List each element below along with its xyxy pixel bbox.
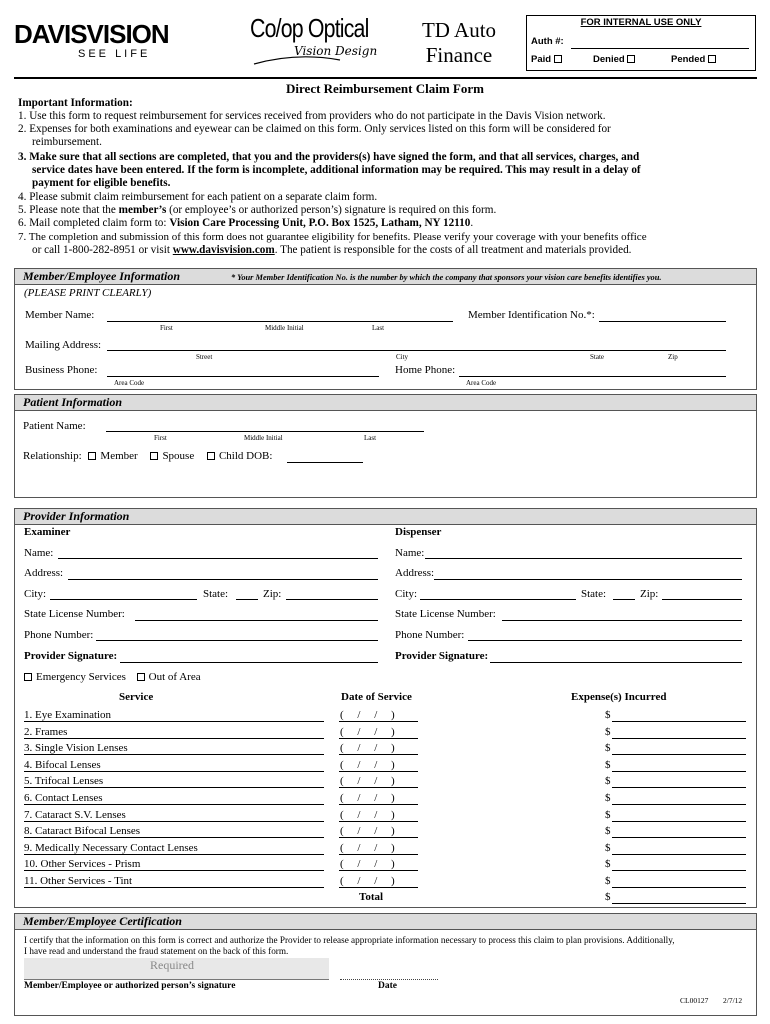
business-phone-label: Business Phone: — [25, 364, 98, 376]
patient-name-label: Patient Name: — [23, 420, 86, 432]
service-line — [24, 870, 324, 871]
patient-last-caption: Last — [364, 434, 377, 442]
item7-text-b: or call 1-800-282-8951 or visit — [32, 244, 173, 256]
table-row — [0, 775, 770, 791]
item5-text-a: 5. Please note that the — [18, 204, 119, 216]
important-item-3-cont: service dates have been entered. If the form is incomplete, additional information may be required. This may result in a delay of — [32, 164, 641, 176]
internal-use-title: FOR INTERNAL USE ONLY — [580, 17, 702, 28]
examiner-signature-label: Provider Signature: — [24, 650, 118, 662]
date-line — [339, 738, 418, 739]
dispenser-signature-input[interactable] — [490, 662, 742, 663]
davis-vision-tagline: SEE LIFE — [78, 48, 151, 60]
table-row — [0, 858, 770, 874]
relationship-member: Member — [100, 450, 138, 462]
important-item-2: 2. Expenses for both examinations and eyewear can be claimed on this form. Only services listed on this form will be considered for — [18, 123, 611, 135]
examiner-license-input[interactable] — [135, 620, 378, 621]
service-line — [24, 721, 324, 722]
emergency-checkbox[interactable] — [24, 673, 32, 681]
denied-label: Denied — [593, 54, 625, 65]
member-middle-caption: Middle Initial — [265, 324, 304, 332]
davisvision-link[interactable]: www.davisvision.com — [172, 244, 275, 256]
header-divider — [14, 77, 757, 79]
total-dollar: $ — [605, 891, 611, 903]
home-area-caption: Area Code — [466, 379, 497, 387]
important-item-7: 7. The completion and submission of this form does not guarantee eligibility for benefits. Please verify your coverage with your benefits office — [18, 231, 647, 243]
expense-input[interactable] — [612, 887, 746, 888]
member-id-input[interactable] — [599, 321, 726, 322]
home-phone-input[interactable] — [459, 376, 726, 377]
important-item-5 — [18, 204, 496, 217]
expense-dollar: $ — [605, 825, 611, 838]
service-name: 3. Single Vision Lenses — [24, 742, 128, 755]
important-item-7-cont — [32, 244, 631, 257]
denied-checkbox[interactable] — [627, 55, 635, 63]
service-name: 5. Trifocal Lenses — [24, 775, 104, 788]
table-row — [0, 809, 770, 825]
important-item-4: 4. Please submit claim reimbursement for each patient on a separate claim form. — [18, 191, 378, 203]
expense-input[interactable] — [612, 771, 746, 772]
business-area-caption: Area Code — [114, 379, 145, 387]
home-phone-label: Home Phone: — [395, 364, 456, 376]
member-id-note: * Your Member Identification No. is the number by which the company that sponsors your vision care benefits identifies you. — [231, 273, 662, 282]
relationship-row — [23, 450, 272, 462]
table-row — [0, 792, 770, 808]
form-revision-date: 2/7/12 — [723, 996, 743, 1005]
service-name: 6. Contact Lenses — [24, 792, 103, 804]
expense-column-header: Expense(s) Incurred — [571, 691, 667, 703]
examiner-zip-input[interactable] — [286, 599, 378, 600]
dispenser-heading: Dispenser — [395, 526, 442, 538]
member-name-label: Member Name: — [25, 309, 95, 321]
dispenser-city-label: City: — [395, 588, 418, 600]
date-line — [339, 787, 418, 788]
dispenser-state-input[interactable] — [613, 599, 635, 600]
business-phone-input[interactable] — [107, 376, 379, 377]
mailing-address: Vision Care Processing Unit, P.O. Box 1525, Latham, NY 12110 — [169, 217, 471, 229]
item6-text-a: 6. Mail completed claim form to: — [18, 217, 170, 229]
dispenser-address-label: Address: — [395, 567, 435, 579]
service-line — [24, 837, 324, 838]
item7-text-d: . The patient is responsible for the costs of all treatment and materials provided. — [274, 244, 632, 256]
street-caption: Street — [196, 353, 213, 361]
certification-text-1: I certify that the information on this form is correct and authorize the Provider to release appropriate information necessary to process this claim to plan provisions. Additionally, — [24, 935, 675, 945]
relationship-child: Child DOB: — [218, 450, 273, 462]
table-row — [0, 726, 770, 742]
dispenser-state-label: State: — [581, 588, 607, 600]
member-signature-label: Member/Employee or authorized person’s signature — [24, 981, 236, 991]
expense-input[interactable] — [612, 837, 746, 838]
date-line — [339, 870, 418, 871]
date-line — [339, 754, 418, 755]
member-last-caption: Last — [372, 324, 385, 332]
date-of-service-input[interactable]: ( / / ) — [340, 841, 395, 854]
item5-text-c: (or employee’s or authorized person’s) signature is required on this form. — [166, 204, 497, 216]
dispenser-name-label: Name: — [395, 547, 425, 559]
table-row — [0, 759, 770, 775]
dispenser-license-input[interactable] — [502, 620, 742, 621]
service-name: 9. Medically Necessary Contact Lenses — [24, 841, 198, 854]
service-line — [24, 738, 324, 739]
paid-checkbox[interactable] — [554, 55, 562, 63]
expense-dollar: $ — [605, 792, 611, 804]
dispenser-phone-input[interactable] — [468, 640, 742, 641]
child-checkbox[interactable] — [207, 452, 215, 460]
service-name: 7. Cataract S.V. Lenses — [24, 808, 126, 821]
expense-dollar: $ — [605, 742, 611, 755]
expense-dollar: $ — [605, 841, 611, 854]
table-row — [0, 875, 770, 891]
certification-text-2: I have read and understand the fraud statement on the back of this form. — [24, 946, 289, 956]
service-options — [24, 671, 201, 683]
dispenser-signature-label: Provider Signature: — [395, 650, 489, 662]
city-caption: City — [396, 353, 409, 361]
dispenser-address-input[interactable] — [434, 579, 742, 580]
service-line — [24, 887, 324, 888]
mailing-address-input[interactable] — [107, 350, 726, 351]
date-line — [339, 854, 418, 855]
expense-dollar: $ — [605, 709, 611, 721]
examiner-city-label: City: — [24, 588, 47, 600]
examiner-phone-input[interactable] — [96, 640, 378, 641]
spouse-checkbox[interactable] — [150, 452, 158, 460]
expense-dollar: $ — [605, 775, 611, 788]
dispenser-name-input[interactable] — [425, 558, 742, 559]
certification-heading: Member/Employee Certification — [15, 914, 756, 930]
relationship-label: Relationship: — [23, 450, 82, 462]
important-title: Important Information: — [18, 97, 133, 109]
patient-middle-caption: Middle Initial — [244, 434, 283, 442]
service-line — [24, 771, 324, 772]
form-code: CL00127 — [680, 996, 709, 1005]
service-name: 1. Eye Examination — [24, 709, 112, 721]
total-label: Total — [359, 891, 384, 903]
expense-input[interactable] — [612, 854, 746, 855]
date-of-service-input[interactable]: ( / / ) — [340, 825, 395, 838]
examiner-zip-label: Zip: — [263, 588, 282, 600]
date-line — [339, 804, 418, 805]
important-item-3: 3. Make sure that all sections are completed, that you and the providers(s) have signed the form, and that all services, charges, and — [18, 151, 640, 163]
service-line — [24, 821, 324, 822]
pended-label: Pended — [671, 54, 706, 65]
table-row — [0, 842, 770, 858]
service-name: 10. Other Services - Prism — [24, 858, 141, 871]
expense-input[interactable] — [612, 821, 746, 822]
state-caption: State — [590, 353, 604, 361]
examiner-heading: Examiner — [24, 526, 71, 538]
date-column-header: Date of Service — [341, 691, 412, 703]
important-item-3-cont2: payment for eligible benefits. — [32, 177, 171, 189]
service-line — [24, 804, 324, 805]
patient-first-caption: First — [154, 434, 167, 442]
patient-name-input[interactable] — [106, 431, 424, 432]
relationship-spouse: Spouse — [162, 450, 195, 462]
date-of-service-input[interactable]: ( / / ) — [340, 792, 395, 804]
examiner-phone-label: Phone Number: — [24, 629, 94, 641]
date-of-service-input[interactable]: ( / / ) — [340, 725, 395, 738]
patient-section — [14, 394, 757, 498]
expense-input[interactable] — [612, 754, 746, 755]
service-line — [24, 754, 324, 755]
examiner-signature-input[interactable] — [120, 662, 378, 663]
coop-optical-logo — [250, 12, 382, 74]
expense-input[interactable] — [612, 721, 746, 722]
davis-vision-wordmark: DAVISVISION — [14, 19, 169, 49]
date-line — [339, 887, 418, 888]
mailing-address-label: Mailing Address: — [25, 339, 102, 351]
examiner-name-label: Name: — [24, 547, 54, 559]
examiner-state-input[interactable] — [236, 599, 258, 600]
expense-dollar: $ — [605, 758, 611, 771]
denied-option — [593, 54, 639, 65]
examiner-license-label: State License Number: — [24, 608, 125, 620]
dispenser-license-label: State License Number: — [395, 608, 496, 620]
dispenser-city-input[interactable] — [420, 599, 576, 600]
expense-input[interactable] — [612, 738, 746, 739]
child-dob-input[interactable] — [287, 462, 363, 463]
examiner-state-label: State: — [203, 588, 229, 600]
patient-heading: Patient Information — [15, 395, 756, 411]
internal-use-box — [526, 15, 756, 71]
important-item-2-cont: reimbursement. — [32, 136, 102, 148]
paid-option — [531, 54, 566, 65]
expense-input[interactable] — [612, 787, 746, 788]
zip-caption: Zip — [668, 353, 678, 361]
dispenser-zip-label: Zip: — [640, 588, 659, 600]
important-item-6: 6. Mail completed claim form to: Vision Care Processing Unit, P.O. Box 1525, Latham, NY 12110. — [18, 217, 474, 229]
expense-dollar: $ — [605, 858, 611, 871]
emergency-label: Emergency Services — [36, 671, 126, 683]
date-of-service-input[interactable]: ( / / ) — [340, 808, 395, 821]
print-clearly: (PLEASE PRINT CLEARLY) — [24, 287, 152, 299]
auth-input[interactable] — [571, 48, 749, 49]
table-row — [0, 709, 770, 725]
paid-label: Paid — [531, 54, 552, 65]
service-name: 2. Frames — [24, 725, 68, 738]
date-of-service-input[interactable]: ( / / ) — [340, 742, 395, 755]
total-input[interactable] — [612, 903, 746, 904]
cert-date-label: Date — [378, 981, 397, 991]
examiner-city-input[interactable] — [50, 599, 197, 600]
auth-label: Auth #: — [531, 36, 564, 47]
coop-optical-subtitle: Vision Design — [294, 44, 378, 58]
service-name: 8. Cataract Bifocal Lenses — [24, 825, 141, 838]
pended-option — [671, 54, 720, 65]
member-name-input[interactable] — [107, 321, 453, 322]
pended-checkbox[interactable] — [708, 55, 716, 63]
date-of-service-input[interactable]: ( / / ) — [340, 758, 395, 771]
member-checkbox[interactable] — [88, 452, 96, 460]
member-heading: Member/Employee Information — [23, 269, 180, 283]
expense-dollar: $ — [605, 875, 611, 887]
expense-dollar: $ — [605, 808, 611, 821]
service-name: 4. Bifocal Lenses — [24, 758, 101, 771]
form-title: Direct Reimbursement Claim Form — [286, 81, 484, 96]
examiner-address-label: Address: — [24, 567, 64, 579]
expense-input[interactable] — [612, 870, 746, 871]
date-line — [339, 821, 418, 822]
davis-vision-logo — [14, 20, 226, 60]
date-line — [339, 721, 418, 722]
company-name: TD Auto Finance — [421, 18, 497, 67]
member-section-header — [15, 269, 756, 285]
expense-dollar: $ — [605, 725, 611, 738]
dispenser-zip-input[interactable] — [662, 599, 742, 600]
cert-date-input[interactable] — [340, 979, 438, 980]
service-line — [24, 854, 324, 855]
coop-optical-wordmark: Co/op Optical — [250, 13, 369, 43]
out-of-area-label: Out of Area — [148, 671, 201, 683]
date-line — [339, 771, 418, 772]
logo-swoosh-icon — [252, 52, 342, 68]
important-item-1: 1. Use this form to request reimbursement for services received from providers who do not participate in the Davis Vision network. — [18, 110, 606, 122]
date-of-service-input[interactable]: ( / / ) — [340, 875, 395, 887]
service-line — [24, 787, 324, 788]
service-name: 11. Other Services - Tint — [24, 875, 133, 887]
table-row — [0, 825, 770, 841]
member-id-label: Member Identification No.*: — [468, 309, 595, 321]
out-of-area-checkbox[interactable] — [137, 673, 145, 681]
examiner-name-input[interactable] — [58, 558, 378, 559]
signature-required-placeholder: Required — [150, 958, 194, 972]
table-row — [0, 742, 770, 758]
date-line — [339, 837, 418, 838]
service-column-header: Service — [119, 691, 154, 703]
member-first-caption: First — [160, 324, 173, 332]
item5-text-b: member’s — [118, 204, 167, 216]
dispenser-phone-label: Phone Number: — [395, 629, 465, 641]
date-of-service-input[interactable]: ( / / ) — [340, 775, 395, 788]
date-of-service-input[interactable]: ( / / ) — [340, 858, 395, 871]
date-of-service-input[interactable]: ( / / ) — [340, 709, 395, 721]
examiner-address-input[interactable] — [68, 579, 378, 580]
provider-heading: Provider Information — [15, 509, 756, 525]
expense-input[interactable] — [612, 804, 746, 805]
